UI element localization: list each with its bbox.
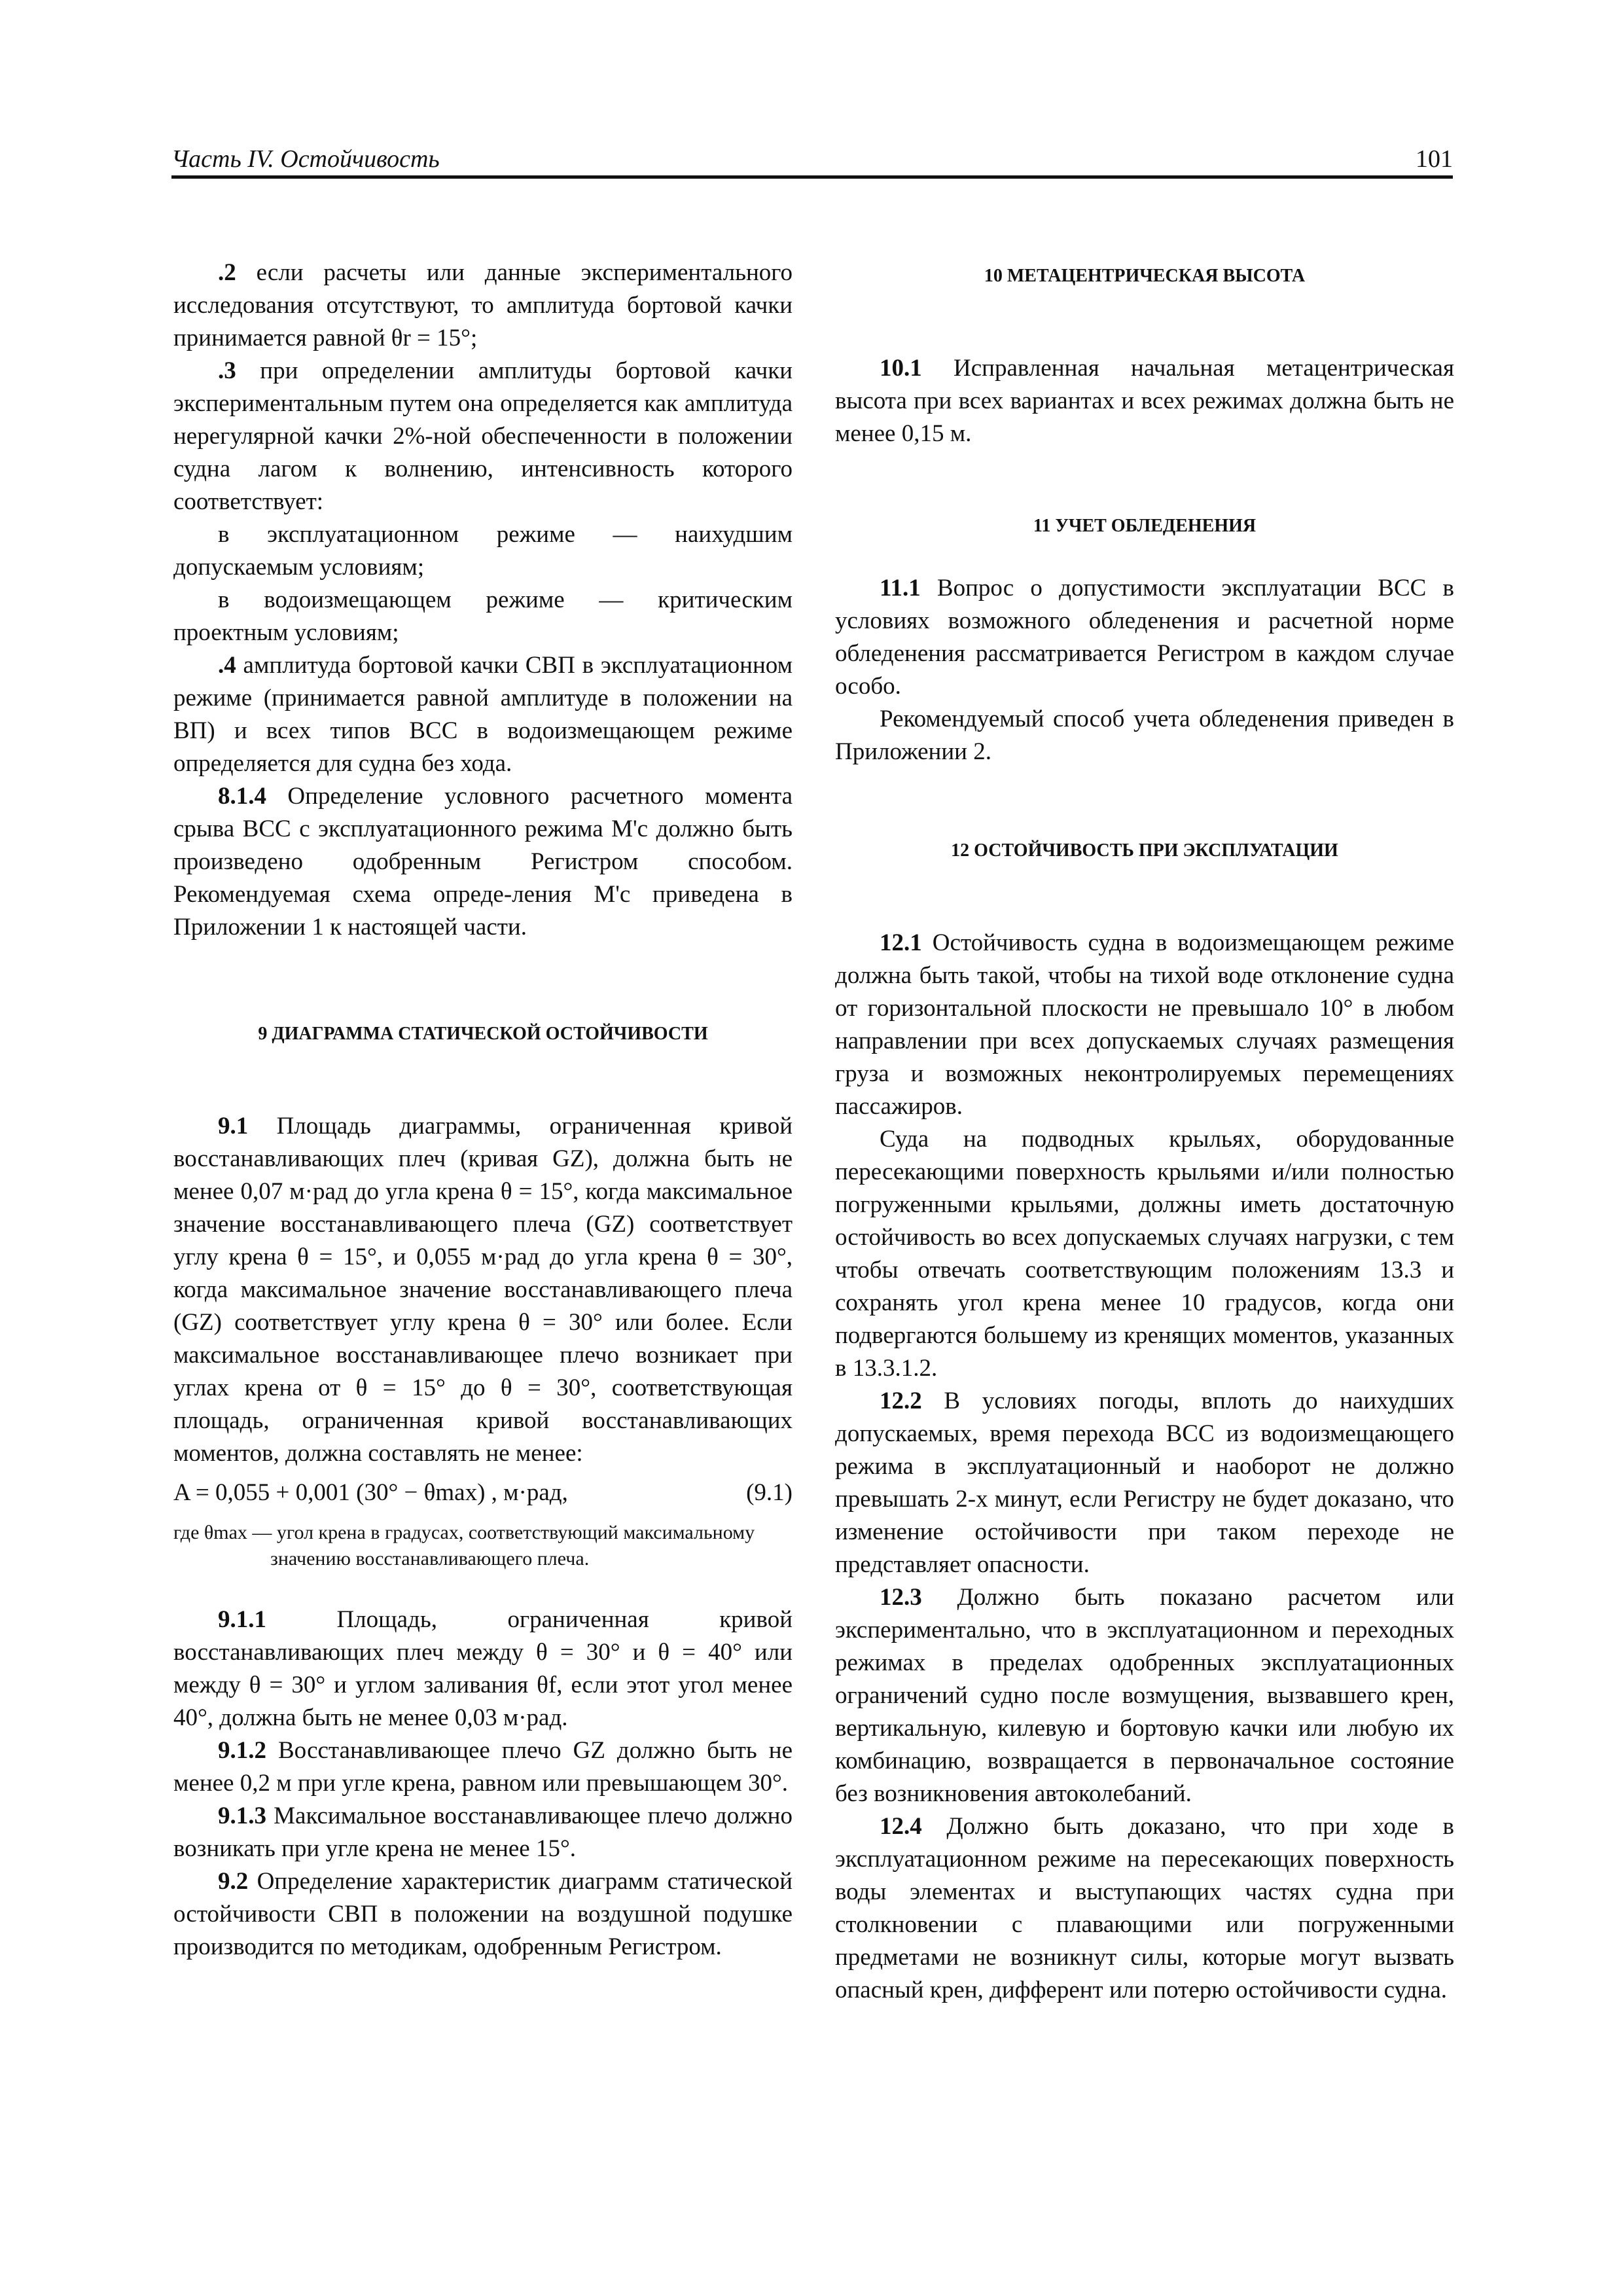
paragraph: в водоизмещающем режиме — критическим проектным условиям; [173, 586, 793, 646]
section-heading-9: 9 ДИАГРАММА СТАТИЧЕСКОЙ ОСТОЙЧИВОСТИ [258, 1024, 708, 1044]
paragraph: 10.1 Исправленная начальная метацентрическая высота при всех вариантах и всех режимах должна быть не менее 0,15 м. [835, 355, 1454, 447]
right-column [835, 257, 1454, 2007]
paragraph: 11.1 Вопрос о допустимости эксплуатации ВСС в условиях возможного обледенения и расчетной норме обледенения рассматривается Регистром в каждом случае особо. [835, 575, 1454, 700]
paragraph: в эксплуатационном режиме — наихудшим допускаемым условиям; [173, 521, 793, 581]
paragraph: Суда на подводных крыльях, оборудованные пересекающими поверхность крыльями и/или полностью погруженными крыльями, должны иметь достаточную остойчивость во всех допускаемых случаях нагрузки, с тем чтобы отвечать соответствующим положениям 13.3 и сохранять угол крена менее 10 градусов, когда они подвергаются большему из кренящих моментов, указанных в 13.3.1.2. [835, 1126, 1454, 1382]
running-head: Часть IV. Остойчивость [171, 145, 440, 173]
paragraph: 9.1.3 Максимальное восстанавливающее плечо должно возникать при угле крена не менее 15°. [173, 1803, 793, 1862]
paragraph: 9.1.1 Площадь, ограниченная кривой восстанавливающих плеч между θ = 30° и θ = 40° или между θ = 30° и углом заливания θf, если этот угол менее 40°, должна быть не менее 0,03 м·рад. [173, 1606, 793, 1731]
section-heading-11: 11 УЧЕТ ОБЛЕДЕНЕНИЯ [1033, 516, 1257, 536]
paragraph: 9.2 Определение характеристик диаграмм статической остойчивости СВП в положении на воздушной подушке производится по методикам, одобренным Регистром. [173, 1868, 793, 1960]
left-column [173, 257, 793, 1964]
paragraph: .2 если расчеты или данные экспериментального исследования отсутствуют, то амплитуда бортовой качки принимается равной θr = 15°; [173, 259, 793, 351]
paragraph: 12.4 Должно быть доказано, что при ходе в эксплуатационном режиме на пересекающих поверхность воды элементах и выступающих частях судна при столкновении с плавающими или погруженными предметами не возникнут силы, которые могут вызвать опасный крен, дифферент или потерю остойчивости судна. [835, 1813, 1454, 2003]
formula-text: A = 0,055 + 0,001 (30° − θmax) , м·рад, [173, 1479, 568, 1506]
section-heading-12: 12 ОСТОЙЧИВОСТЬ ПРИ ЭКСПЛУАТАЦИИ [951, 840, 1338, 861]
paragraph: 9.1.2 Восстанавливающее плечо GZ должно быть не менее 0,2 м при угле крена, равном или превышающем 30°. [173, 1737, 793, 1797]
page-header [171, 143, 1453, 179]
formula-note: где θmax — угол крена в градусах, соответствующий максимальному значению восстанавливающего плеча. [173, 1522, 755, 1570]
paragraph: .3 при определении амплитуды бортовой качки экспериментальным путем она определяется как амплитуда нерегулярной качки 2%-ной обеспеченности в положении судна лагом к волнению, интенсивность которого соответствует: [173, 357, 793, 515]
formula-number: (9.1) [746, 1479, 793, 1506]
header-rule [171, 175, 1453, 179]
paragraph: 8.1.4 Определение условного расчетного момента срыва ВСС с эксплуатационного режима M'c должно быть произведено одобренным Регистром способом. Рекомендуемая схема опреде-ления M'c приведена в Приложении 1 к настоящей части. [173, 783, 793, 941]
paragraph: 9.1 Площадь диаграммы, ограниченная кривой восстанавливающих плеч (кривая GZ), должна быть не менее 0,07 м·рад до угла крена θ = 15°, когда максимальное значение восстанавливающего плеча (GZ) соответствует углу крена θ = 15°, и 0,055 м·рад до угла крена θ = 30°, когда максимальное значение восстанавливающего плеча (GZ) соответствует углу крена θ = 30° или более. Если максимальное восстанавливающее плечо возникает при углах крена от θ = 15° до θ = 30°, соответствующая площадь, ограниченная кривой восстанавливающих моментов, должна составлять не менее: [173, 1113, 793, 1467]
page-number: 101 [1416, 145, 1453, 173]
paragraph: 12.3 Должно быть показано расчетом или экспериментально, что в эксплуатационном и переходных режимах в пределах одобренных эксплуатационных ограничений судно после возмущения, вызвавшего крен, вертикальную, килевую и бортовую качки или любую их комбинацию, возвращается в первоначальное состояние без возникновения автоколебаний. [835, 1584, 1454, 1807]
paragraph: 12.2 В условиях погоды, вплоть до наихудших допускаемых, время перехода ВСС из водоизмещающего режима в эксплуатационный и наоборот не должно превышать 2-х минут, если Регистру не будет доказано, что изменение остойчивости при таком переходе не представляет опасности. [835, 1388, 1454, 1578]
paragraph: .4 амплитуда бортовой качки СВП в эксплуатационном режиме (принимается равной амплитуде в положении на ВП) и всех типов ВСС в водоизмещающем режиме определяется для судна без хода. [173, 652, 793, 777]
section-heading-10: 10 МЕТАЦЕНТРИЧЕСКАЯ ВЫСОТА [984, 266, 1306, 286]
paragraph: 12.1 Остойчивость судна в водоизмещающем режиме должна быть такой, чтобы на тихой воде отклонение судна от горизонтальной плоскости не превышало 10° в любом направлении при всех допускаемых случаях размещения груза и возможных неконтролируемых перемещениях пассажиров. [835, 929, 1454, 1120]
paragraph: Рекомендуемый способ учета обледенения приведен в Приложении 2. [835, 706, 1454, 765]
formula [173, 1477, 793, 1511]
